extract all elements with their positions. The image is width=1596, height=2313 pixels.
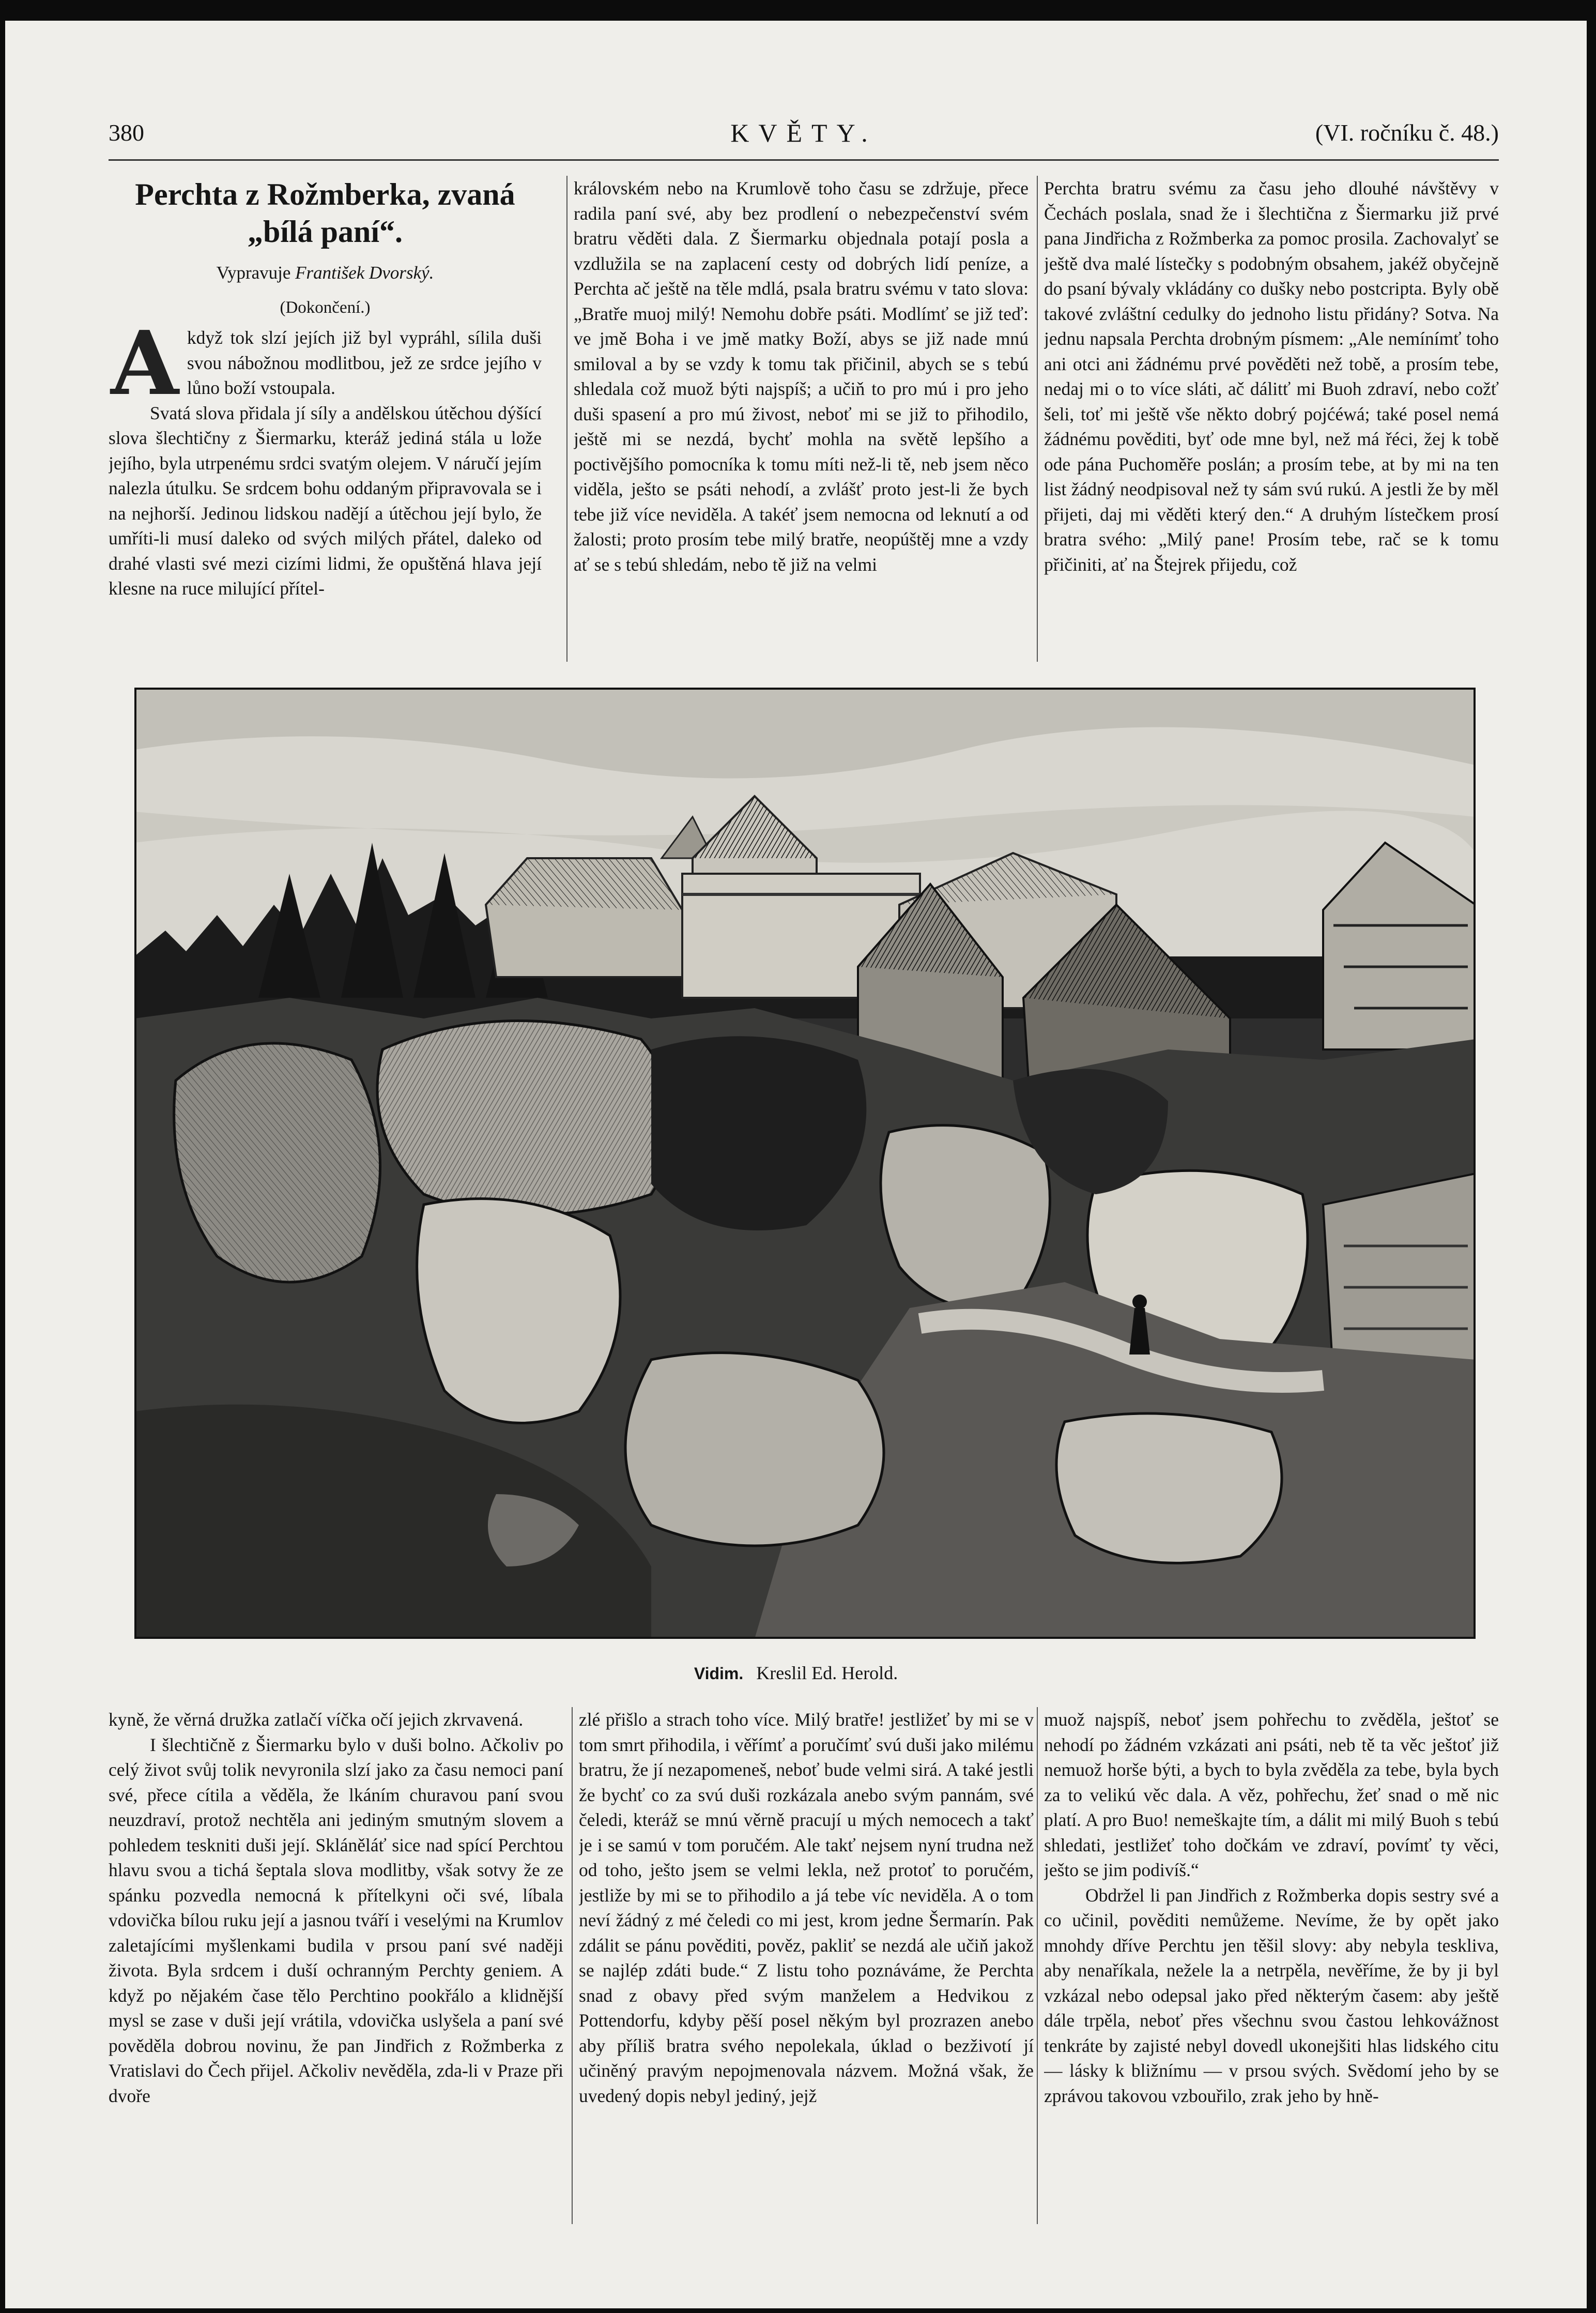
caption-credit: Kreslil Ed. Herold. [756, 1663, 898, 1683]
page-header [109, 109, 1499, 155]
paragraph: Obdržel li pan Jindřich z Rožmberka dopis sestry své a co učinil, pověditi nemůžeme. Nevíme, že by opět jako mnohdy dříve Perchtu jen těšil slovy: aby nebyla teskliva, aby nenaříkala, nežele la a netrpěla, nevěříme, že by ji byl vzkázal nebo odepsal jako před některým časem: aby ještě dále trpěla, neboť přes všechnu svou častou lehkovážnost tenkráte by zajisté nebyl dovedl ukonejšiti hlas lidského citu — lásky k bližnímu — v prsou svých. Svědomí jeho by se zprávou takovou vzbouřilo, zrak jeho by hně- [1044, 1884, 1499, 2106]
engraving-village-on-rocks [134, 688, 1476, 1639]
article-byline [109, 261, 542, 286]
page-number: 380 [109, 119, 144, 146]
dropcap-letter: A [111, 312, 179, 415]
paragraph-opening [109, 312, 542, 415]
author-name: František Dvorský. [295, 263, 434, 283]
illustration-caption [5, 1662, 1587, 1684]
paragraph: královském nebo na Krumlově toho času se zdržuje, přece radila paní své, aby bez prodlení o nebezpečenství svém bratru věděti dala. Z Šiermarku objednala potají posla a vzdlužila se na zaplacení cesty od dobrých lidí peníze, a Perchta ač ještě na těle mdlá, psala bratru svému v tato slova: „Bratře muoj milý! Nemohu dobře psáti. Modlímť se již teď: ve jmě Boha i ve jmě matky Boží, abys se již nade mnú smiloval a by se vzdy k tomu tak přičinil, abych se s tebú shledala což muož býti najspíš; a učiň to pro mú i pro jeho duši spasení a pro mú živost, neboť mi se již to přihodilo, ještě mi se nezdá, bychť mohla na světě lepšího a poctivějšího pomocníka k tomu míti než-li tě, neb jsem něco viděla, ješto se psáti nehodí, a zvlášť proto jest-li že bych tebe již více neviděla. A takéť jsem nemocna od leknutí a od žalosti; proto prosím tebe milý bratře, neopúštěj mne a vzdy ať se s tebú shledám, nebo tě již na velmi [574, 178, 1029, 575]
paragraph: I šlechtičně z Šiermarku bylo v duši bolno. Ačkoliv po celý život svůj tolik nevyronila slzí jako za času nemoci paní své, přece cítila a věděla, že lkáním churavou paní svou neuzdraví, protož nechtěla ani jediným smutným slovem a pohledem teskniti duši její. Skláněláť sice nad spící Perchtou hlavu svou a tichá šeptala slova modlitby, však sotvy že ze spánku pozvedla nemocná k přítelkyni oči své, líbala vdovička bílou ruku její a jasnou tváří i veselými na Krumlov zaletajícími myšlenkami budila v prsou paní své naději života. Byla srdcem i duší ochranným Perchty geniem. A když po nějakém čase tělo Perchtino pookřálo a klidnější mysl se zase v duši její vrátila, vdovička uslyšela a paní své pověděla dobrou novinu, že pan Jindřich z Rožmberka z Vratislavi do Čech přijel. Ačkoliv nevěděla, zda-li v Praze při dvoře [109, 1734, 563, 2106]
column-1-bottom [109, 1707, 563, 2224]
column-divider [566, 176, 567, 662]
column-divider [1037, 1707, 1038, 2224]
column-1-top [109, 176, 542, 662]
column-2-top [574, 176, 1029, 662]
paragraph-opening-text: když tok slzí jejích již byl vypráhl, sílila duši svou nábožnou modlitbou, jež ze srdce jejího v lůno boží vstoupala. [187, 327, 542, 398]
paragraph: kyně, že věrná družka zatlačí víčka očí jejich zkrvavená. [109, 1709, 524, 1730]
article-title: Perchta z Rožmberka, zvaná „bílá paní“. [135, 177, 515, 249]
column-2-bottom [579, 1707, 1034, 2224]
paragraph: muož najspíš, neboť jsem pohřechu to zvěděla, ještoť se nehodí po žádném vzkázati ani psáti, neb tě ta věc ještoť již nemuož horše býti, a bych to byla zvěděla za tebe, byla bych za to velikú věc dala. A věz, pohřechu, žeť snad o mě nic platí. A pro Buo! nemeškajte tím, a dálit mi milý Buoh s tebú shledati, jestližeť toho dočkám ve zdraví, povímť ty věci, ješto se jim podivíš.“ [1044, 1709, 1499, 1880]
column-3-bottom [1044, 1707, 1499, 2224]
newspaper-page [5, 21, 1587, 2308]
journal-title: KVĚTY. [730, 118, 877, 147]
engraving-illustration [134, 688, 1476, 1639]
column-divider [1037, 176, 1038, 662]
paragraph: Perchta bratru svému za času jeho dlouhé návštěvy v Čechách poslala, snad že i šlechtična z Šiermarku již prvé pana Jindřicha z Rožmberka za pomoc prosila. Zachovalyť se ještě dva malé lístečky s podobným obsahem, jakéž obyčejně do psaní bývaly vkládány co dušky nebo postcripta. Byly obě takové zvláštní cedulky do jednoho listu přidány? Sotva. Na jednu napsala Perchta drobným písmem: „Ale nemínímť toho ani otci ani žádnému prvé pověděti než tobě, a prosím tebe, nedaj mi o to více sláti, ač dálitť mi Buoh zdraví, nebo cožť šeli, toť mi ještě vše někto dobrý pojćéwá; také posel nemá žádnému pověditi, byť ode mne byl, než má řéci, žej k tobě ode pána Puchoměře poslán; a prosím tebe, at by mi na ten list žádný neodpisoval než ty sám svú rukú. A jestli že by měl přijeti, daj mi věděti který den.“ A druhým lístečkem prosí bratra svého: „Milý pane! Prosím tebe, rač se k tomu přičiniti, ať na Štejrek přijedu, což [1044, 178, 1499, 575]
header-rule [109, 159, 1499, 161]
byline-prefix: Vypravuje [216, 263, 291, 283]
continued-note: (Dokončení.) [280, 298, 371, 317]
paragraph: Svatá slova přidala jí síly a andělskou útěchou dýšící slova šlechtičny z Šiermarku, kteráž jediná stála u lože jejího, byla utrpenému srdci svatým olejem. V náručí jejím nalezla útulku. Se srdcem bohu oddaným připravovala se i na nejhorší. Jedinou lidskou nadějí a útěchou její bylo, že umříti-li musí daleko od svých milých přátel, daleko od drahé vlasti své mezi cizími lidmi, že opuštěná hlava její klesne na ruce milující přítel- [109, 402, 542, 599]
column-divider [572, 1707, 573, 2224]
paragraph: zlé přišlo a strach toho více. Milý bratře! jestližeť by mi se v tom smrt přihodila, i věřímť a poručímť svú duši jako milému bratru, že jí nezapomeneš, neboť bude velmi sirá. A také jestli že bychť co za svú duši rozkázala anebo svým pannám, své čeledi, kteráž se mnú věrně pracují u mých nemocech a takť je i se samú v tom poručém. Ale takť nejsem nyní trudna než od toho, ješto jsem se velmi lekla, než protoť to poručém, jestliže by mi se to přihodilo a já tebe víc neviděla. A o tom neví žádný z mé čeledi co mi jest, krom jedne Šermarín. Pak zdálit se pánu pověditi, pověz, pakliť se nezdá ale učiň jakož se najlép zdáti bude.“ Z listu toho poznáváme, že Perchta snad z obavy před svým manželem a Hedvikou z Pottendorfu, kdyby pěší posel někým byl prozrazen anebo aby příliš bratra svého nepolekala, úklad o bezživotí jí učiněný pravým nepojmenovala názvem. Možná však, že uvedený dopis nebyl jediný, jejž [579, 1709, 1034, 2106]
caption-title: Vidim. [694, 1664, 744, 1683]
column-3-top [1044, 176, 1499, 662]
issue-label: (VI. ročníku č. 48.) [1315, 119, 1499, 146]
